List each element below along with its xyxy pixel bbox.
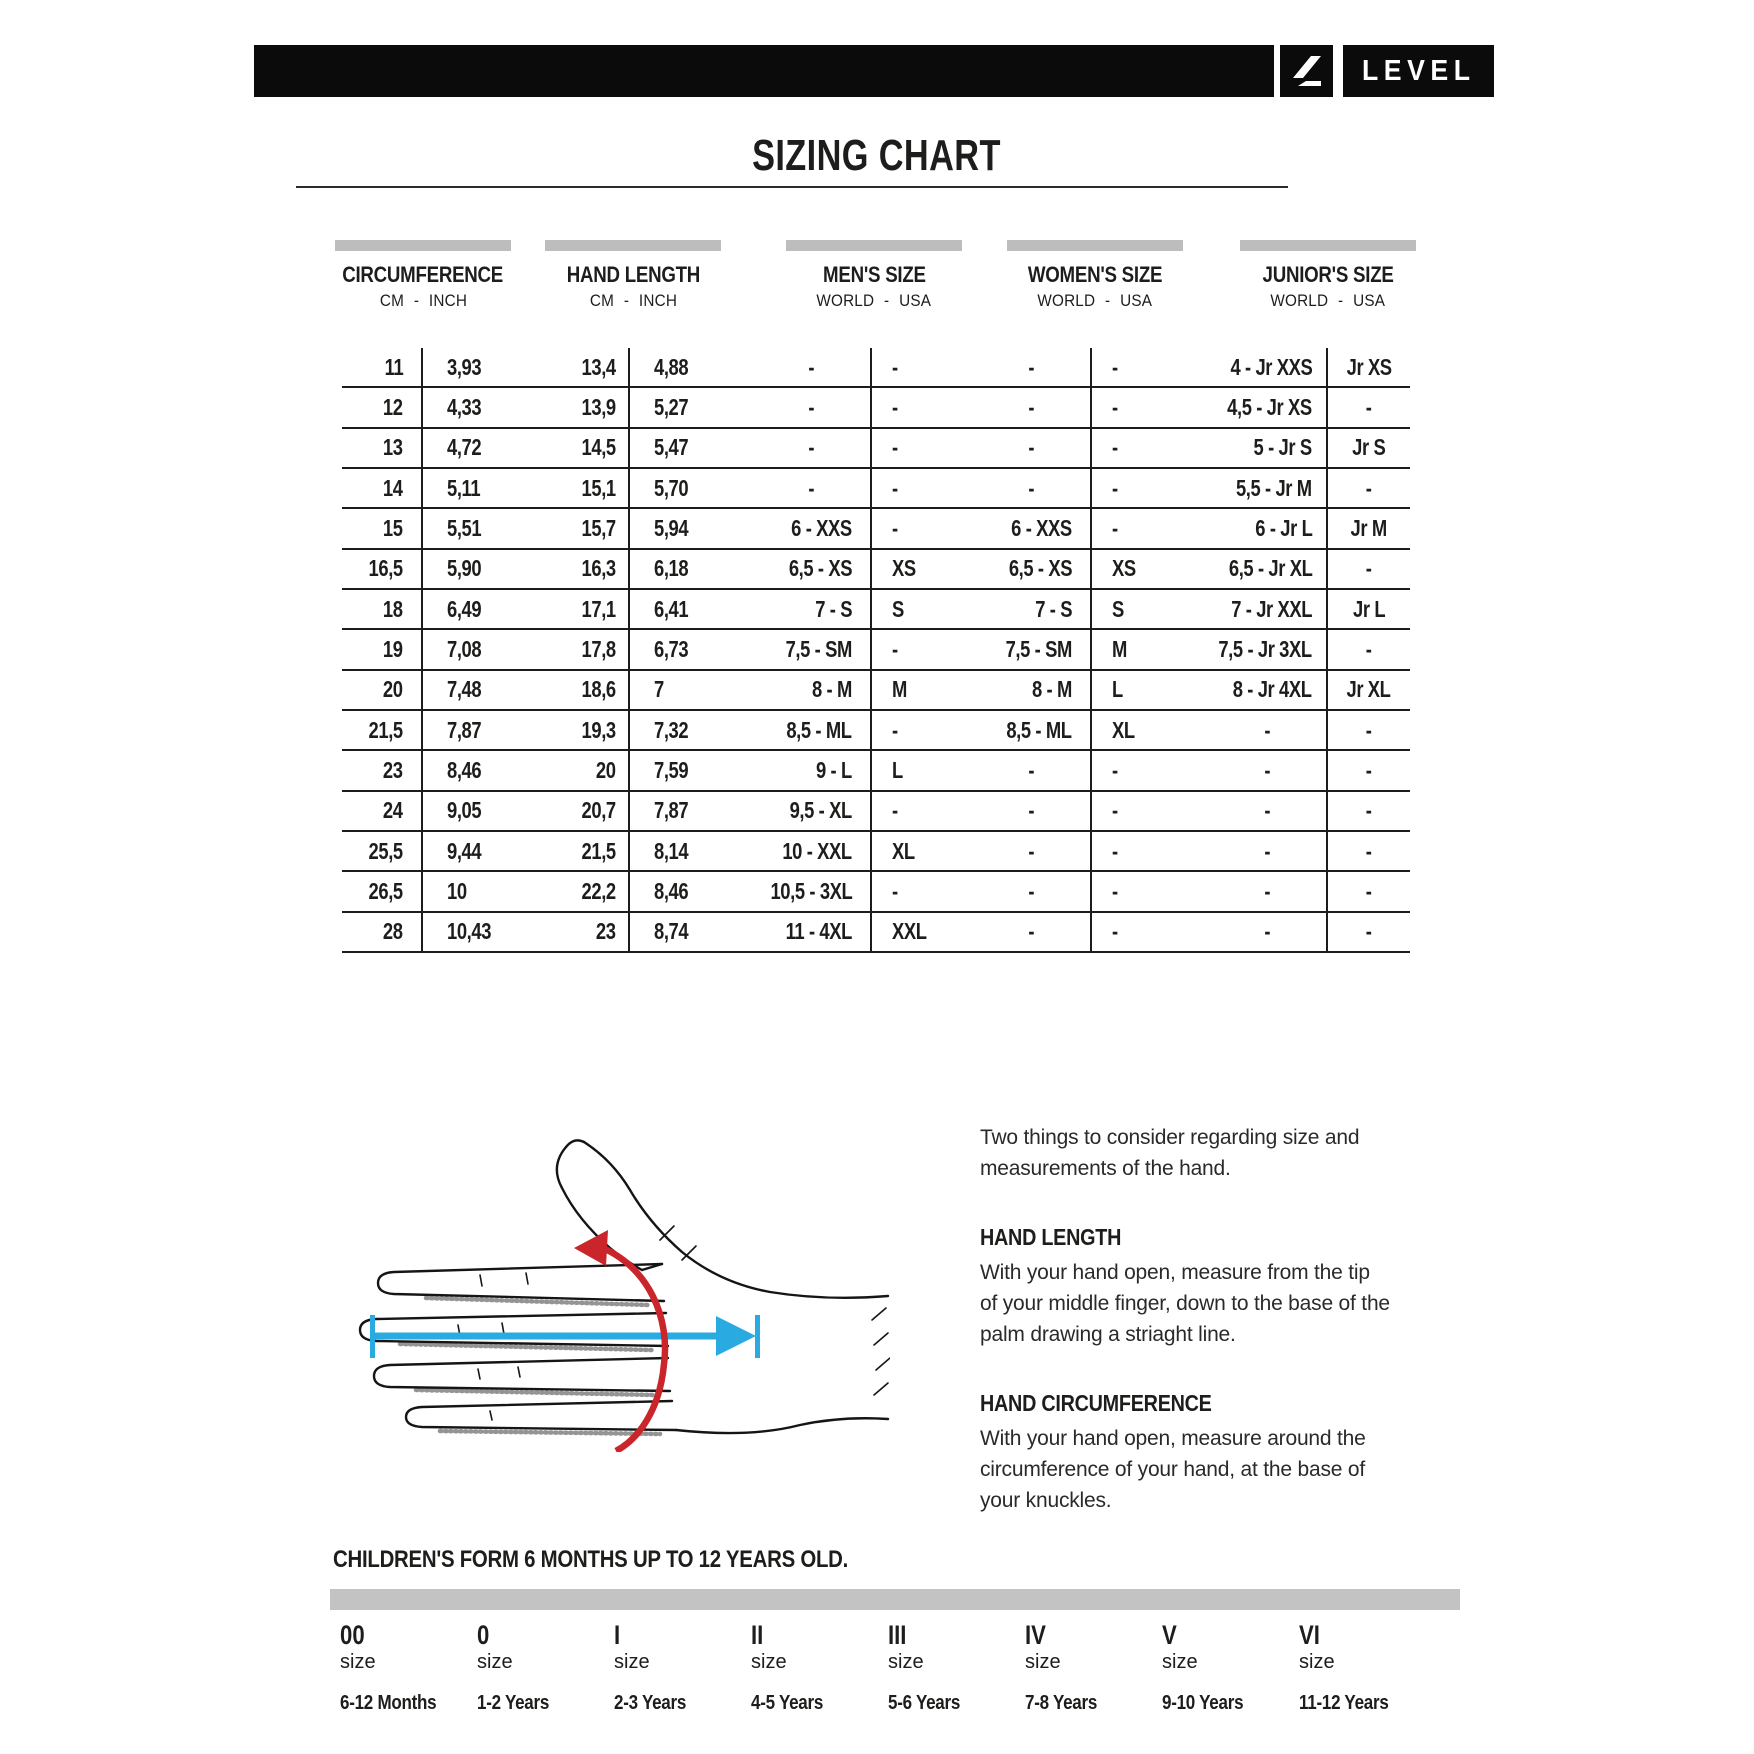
table-row bbox=[342, 388, 1410, 428]
table-cell: 23 bbox=[530, 913, 630, 951]
table-cell: - bbox=[975, 832, 1092, 870]
brand-logo-block bbox=[1280, 45, 1333, 97]
table-cell: - bbox=[1112, 837, 1118, 864]
table-cell: XXL bbox=[892, 918, 927, 945]
hand-outline-icon bbox=[360, 1140, 890, 1434]
table-cell: 15 bbox=[342, 509, 423, 547]
children-size-code: VI bbox=[1299, 1620, 1320, 1650]
table-cell: Jr M bbox=[1350, 514, 1388, 541]
table-cell: L bbox=[892, 756, 903, 783]
table-cell: 9,05 bbox=[447, 797, 482, 824]
table-cell: 25,5 bbox=[342, 832, 423, 870]
table-cell: 28 bbox=[342, 913, 423, 951]
children-size-label: size bbox=[340, 1651, 376, 1673]
table-cell: - bbox=[892, 877, 898, 904]
table-cell: 14 bbox=[342, 469, 423, 507]
header-sublabel: WORLD - USA bbox=[1270, 291, 1386, 310]
table-cell: - bbox=[1366, 393, 1372, 420]
table-cell: - bbox=[975, 429, 1092, 467]
table-row bbox=[342, 590, 1410, 630]
table-cell: - bbox=[740, 348, 872, 386]
table-cell: Jr XL bbox=[1346, 676, 1392, 703]
table-cell: 8,46 bbox=[654, 877, 689, 904]
table-cell: 18 bbox=[342, 590, 423, 628]
table-cell: 7 bbox=[654, 676, 664, 703]
column-header-womens-size bbox=[985, 240, 1205, 311]
table-cell: 11 - 4XL bbox=[740, 913, 872, 951]
children-size-label: size bbox=[1025, 1651, 1061, 1673]
table-cell: 4,88 bbox=[654, 353, 689, 380]
table-cell: - bbox=[975, 872, 1092, 910]
table-cell: - bbox=[892, 514, 898, 541]
children-size-column bbox=[1162, 1620, 1299, 1715]
header-sublabel: CM - INCH bbox=[379, 291, 467, 310]
table-cell: 13 bbox=[342, 429, 423, 467]
hand-measurement-illustration bbox=[330, 1120, 890, 1452]
title-divider bbox=[296, 186, 1288, 188]
hand-length-arrow-icon bbox=[370, 1315, 760, 1358]
table-cell: - bbox=[892, 393, 898, 420]
header-label: WOMEN'S SIZE bbox=[1027, 262, 1163, 287]
children-size-column bbox=[751, 1620, 888, 1715]
children-size-code: III bbox=[888, 1620, 907, 1650]
table-cell: L bbox=[1112, 676, 1123, 703]
table-cell: 8,74 bbox=[654, 918, 689, 945]
table-cell: Jr L bbox=[1352, 595, 1386, 622]
table-cell: 20,7 bbox=[530, 792, 630, 830]
column-header-hand-length bbox=[523, 240, 743, 311]
children-size-column bbox=[614, 1620, 751, 1715]
table-cell: - bbox=[1366, 918, 1372, 945]
table-cell: 5 - Jr S bbox=[1200, 429, 1328, 467]
table-cell: 7,87 bbox=[654, 797, 689, 824]
table-cell: - bbox=[740, 469, 872, 507]
header-bar bbox=[1007, 240, 1183, 251]
children-age-range: 9-10 Years bbox=[1162, 1692, 1244, 1714]
table-cell: 21,5 bbox=[530, 832, 630, 870]
table-cell: S bbox=[892, 595, 904, 622]
table-cell: 7,32 bbox=[654, 716, 689, 743]
table-row bbox=[342, 832, 1410, 872]
table-cell: - bbox=[1112, 353, 1118, 380]
table-row bbox=[342, 630, 1410, 670]
children-size-code: V bbox=[1162, 1620, 1177, 1650]
header-label: JUNIOR'S SIZE bbox=[1262, 262, 1394, 287]
table-cell: 7,08 bbox=[447, 635, 482, 662]
table-cell: - bbox=[1112, 756, 1118, 783]
hand-circumference-heading: HAND CIRCUMFERENCE bbox=[980, 1390, 1212, 1416]
table-cell: 7 - S bbox=[975, 590, 1092, 628]
children-size-column bbox=[888, 1620, 1025, 1715]
table-cell: - bbox=[1112, 918, 1118, 945]
table-cell: - bbox=[975, 792, 1092, 830]
table-cell: 21,5 bbox=[342, 711, 423, 749]
children-size-column bbox=[1299, 1620, 1436, 1715]
table-cell: 8 - M bbox=[975, 671, 1092, 709]
table-cell: 23 bbox=[342, 751, 423, 789]
table-cell: - bbox=[740, 388, 872, 426]
level-slash-icon bbox=[1280, 45, 1333, 97]
children-size-column bbox=[340, 1620, 477, 1715]
table-cell: 5,70 bbox=[654, 474, 689, 501]
table-cell: - bbox=[1200, 751, 1328, 789]
table-cell: - bbox=[1112, 514, 1118, 541]
table-cell: 5,11 bbox=[447, 474, 481, 501]
children-size-code: 0 bbox=[477, 1620, 490, 1650]
children-size-label: size bbox=[1299, 1651, 1335, 1673]
brand-wordmark-block bbox=[1343, 45, 1494, 97]
table-cell: 7,59 bbox=[654, 756, 689, 783]
table-cell: 8,5 - ML bbox=[740, 711, 872, 749]
measuring-guide bbox=[980, 1122, 1392, 1554]
table-cell: 13,9 bbox=[530, 388, 630, 426]
guide-intro: Two things to consider regarding size and measurements of the hand. bbox=[980, 1126, 1360, 1180]
table-cell: 15,1 bbox=[530, 469, 630, 507]
column-header-circumference bbox=[313, 240, 533, 311]
table-cell: 8 - M bbox=[740, 671, 872, 709]
table-cell: - bbox=[1112, 393, 1118, 420]
children-size-code: II bbox=[751, 1620, 764, 1650]
table-cell: 7,48 bbox=[447, 676, 482, 703]
table-cell: 5,27 bbox=[654, 393, 689, 420]
table-cell: 4,5 - Jr XS bbox=[1200, 388, 1328, 426]
table-cell: 17,1 bbox=[530, 590, 630, 628]
table-row bbox=[342, 913, 1410, 953]
children-size-code: I bbox=[614, 1620, 621, 1650]
table-cell: 19 bbox=[342, 630, 423, 668]
table-cell: - bbox=[975, 751, 1092, 789]
table-cell: 5,51 bbox=[447, 514, 482, 541]
children-size-label: size bbox=[751, 1651, 787, 1673]
column-header-juniors-size bbox=[1218, 240, 1438, 311]
table-cell: - bbox=[1366, 797, 1372, 824]
table-row bbox=[342, 792, 1410, 832]
table-cell: 6 - XXS bbox=[975, 509, 1092, 547]
table-row bbox=[342, 509, 1410, 549]
table-cell: 26,5 bbox=[342, 872, 423, 910]
table-cell: - bbox=[1112, 877, 1118, 904]
brand-wordmark: LEVEL bbox=[1361, 54, 1476, 87]
table-cell: - bbox=[1112, 474, 1118, 501]
table-cell: 24 bbox=[342, 792, 423, 830]
hand-circumference-text: With your hand open, measure around the circumference of your hand, at the base of your knuckles. bbox=[980, 1427, 1366, 1512]
table-cell: - bbox=[1112, 797, 1118, 824]
size-table-rows bbox=[342, 348, 1410, 953]
table-cell: 3,93 bbox=[447, 353, 482, 380]
table-cell: 12 bbox=[342, 388, 423, 426]
table-cell: - bbox=[892, 353, 898, 380]
children-age-range: 7-8 Years bbox=[1025, 1692, 1098, 1714]
table-cell: - bbox=[1200, 832, 1328, 870]
table-cell: 5,90 bbox=[447, 555, 482, 582]
table-cell: 7,87 bbox=[447, 716, 482, 743]
children-header-bar bbox=[330, 1589, 1460, 1610]
children-age-range: 6-12 Months bbox=[340, 1692, 437, 1714]
table-cell: XS bbox=[1112, 555, 1136, 582]
table-cell: 7 - S bbox=[740, 590, 872, 628]
table-cell: XL bbox=[892, 837, 915, 864]
table-cell: - bbox=[1366, 474, 1372, 501]
table-cell: - bbox=[975, 913, 1092, 951]
table-cell: 6,5 - XS bbox=[740, 550, 872, 588]
children-age-range: 11-12 Years bbox=[1299, 1692, 1389, 1714]
children-age-range: 4-5 Years bbox=[751, 1692, 824, 1714]
table-cell: S bbox=[1112, 595, 1124, 622]
table-cell: 4 - Jr XXS bbox=[1200, 348, 1328, 386]
table-cell: XS bbox=[892, 555, 916, 582]
table-cell: - bbox=[1200, 792, 1328, 830]
table-cell: XL bbox=[1112, 716, 1135, 743]
table-cell: 6,5 - Jr XL bbox=[1200, 550, 1328, 588]
table-cell: - bbox=[892, 635, 898, 662]
table-cell: 16,5 bbox=[342, 550, 423, 588]
table-cell: 8,14 bbox=[654, 837, 689, 864]
table-cell: - bbox=[1366, 555, 1372, 582]
topbar bbox=[254, 45, 1274, 97]
children-size-label: size bbox=[477, 1651, 513, 1673]
table-cell: 10 bbox=[447, 877, 467, 904]
table-row bbox=[342, 872, 1410, 912]
table-cell: - bbox=[1112, 434, 1118, 461]
table-cell: 5,47 bbox=[654, 434, 689, 461]
table-cell: 17,8 bbox=[530, 630, 630, 668]
table-cell: - bbox=[892, 797, 898, 824]
table-cell: - bbox=[892, 474, 898, 501]
table-row bbox=[342, 550, 1410, 590]
table-cell: - bbox=[975, 469, 1092, 507]
column-header-mens-size bbox=[764, 240, 984, 311]
children-size-column bbox=[1025, 1620, 1162, 1715]
table-cell: 16,3 bbox=[530, 550, 630, 588]
table-cell: 6,73 bbox=[654, 635, 689, 662]
table-cell: 13,4 bbox=[530, 348, 630, 386]
table-cell: - bbox=[1366, 877, 1372, 904]
children-size-code: 00 bbox=[340, 1620, 365, 1650]
table-cell: 6,18 bbox=[654, 555, 689, 582]
table-cell: M bbox=[1112, 635, 1127, 662]
hand-length-text: With your hand open, measure from the tip of your middle finger, down to the base of the palm drawing a striaght line. bbox=[980, 1261, 1390, 1346]
hand-length-heading: HAND LENGTH bbox=[980, 1224, 1122, 1250]
table-cell: - bbox=[1200, 872, 1328, 910]
children-age-range: 1-2 Years bbox=[477, 1692, 550, 1714]
table-cell: 18,6 bbox=[530, 671, 630, 709]
table-cell: - bbox=[975, 388, 1092, 426]
table-cell: 10,5 - 3XL bbox=[740, 872, 872, 910]
header-bar bbox=[786, 240, 962, 251]
table-cell: 10 - XXL bbox=[740, 832, 872, 870]
table-row bbox=[342, 429, 1410, 469]
table-cell: - bbox=[975, 348, 1092, 386]
table-cell: 4,72 bbox=[447, 434, 482, 461]
table-cell: - bbox=[1366, 756, 1372, 783]
table-cell: - bbox=[892, 434, 898, 461]
header-label: MEN'S SIZE bbox=[822, 262, 926, 287]
header-sublabel: CM - INCH bbox=[589, 291, 677, 310]
table-cell: 6,41 bbox=[654, 595, 689, 622]
table-cell: 7,5 - Jr 3XL bbox=[1200, 630, 1328, 668]
table-cell: 6 - Jr L bbox=[1200, 509, 1328, 547]
table-cell: 4,33 bbox=[447, 393, 482, 420]
table-cell: 5,5 - Jr M bbox=[1200, 469, 1328, 507]
table-row bbox=[342, 711, 1410, 751]
table-cell: - bbox=[1200, 913, 1328, 951]
table-cell: 11 bbox=[342, 348, 423, 386]
table-cell: 19,3 bbox=[530, 711, 630, 749]
table-cell: Jr XS bbox=[1346, 353, 1392, 380]
table-cell: 9 - L bbox=[740, 751, 872, 789]
table-cell: 9,44 bbox=[447, 837, 482, 864]
table-cell: - bbox=[892, 716, 898, 743]
children-size-code: IV bbox=[1025, 1620, 1046, 1650]
header-label: CIRCUMFERENCE bbox=[342, 262, 504, 287]
table-cell: 6,5 - XS bbox=[975, 550, 1092, 588]
table-cell: 14,5 bbox=[530, 429, 630, 467]
table-cell: - bbox=[740, 429, 872, 467]
table-cell: 7,5 - SM bbox=[975, 630, 1092, 668]
table-cell: 8,5 - ML bbox=[975, 711, 1092, 749]
table-cell: 6,49 bbox=[447, 595, 482, 622]
table-cell: 6 - XXS bbox=[740, 509, 872, 547]
table-cell: 15,7 bbox=[530, 509, 630, 547]
table-cell: - bbox=[1366, 635, 1372, 662]
table-row bbox=[342, 751, 1410, 791]
header-bar bbox=[1240, 240, 1416, 251]
children-size-column bbox=[477, 1620, 614, 1715]
table-cell: M bbox=[892, 676, 907, 703]
children-size-label: size bbox=[1162, 1651, 1198, 1673]
table-row bbox=[342, 671, 1410, 711]
children-columns bbox=[340, 1620, 1436, 1715]
table-row bbox=[342, 348, 1410, 388]
table-cell: - bbox=[1200, 711, 1328, 749]
header-bar bbox=[545, 240, 721, 251]
children-age-range: 2-3 Years bbox=[614, 1692, 687, 1714]
header-sublabel: WORLD - USA bbox=[816, 291, 932, 310]
table-cell: 8 - Jr 4XL bbox=[1200, 671, 1328, 709]
children-age-range: 5-6 Years bbox=[888, 1692, 961, 1714]
table-cell: 8,46 bbox=[447, 756, 482, 783]
header-bar bbox=[335, 240, 511, 251]
table-cell: - bbox=[1366, 837, 1372, 864]
children-size-label: size bbox=[888, 1651, 924, 1673]
header-sublabel: WORLD - USA bbox=[1037, 291, 1153, 310]
table-cell: 7 - Jr XXL bbox=[1200, 590, 1328, 628]
table-cell: 20 bbox=[530, 751, 630, 789]
table-cell: 20 bbox=[342, 671, 423, 709]
page-title: SIZING CHART bbox=[751, 131, 1001, 180]
children-size-label: size bbox=[614, 1651, 650, 1673]
header-label: HAND LENGTH bbox=[566, 262, 700, 287]
table-cell: - bbox=[1366, 716, 1372, 743]
children-heading: CHILDREN'S FORM 6 MONTHS UP TO 12 YEARS OLD. bbox=[333, 1546, 849, 1573]
table-cell: 9,5 - XL bbox=[740, 792, 872, 830]
table-cell: 5,94 bbox=[654, 514, 689, 541]
table-cell: 7,5 - SM bbox=[740, 630, 872, 668]
table-cell: 10,43 bbox=[447, 918, 492, 945]
table-row bbox=[342, 469, 1410, 509]
table-cell: Jr S bbox=[1352, 434, 1386, 461]
table-cell: 22,2 bbox=[530, 872, 630, 910]
